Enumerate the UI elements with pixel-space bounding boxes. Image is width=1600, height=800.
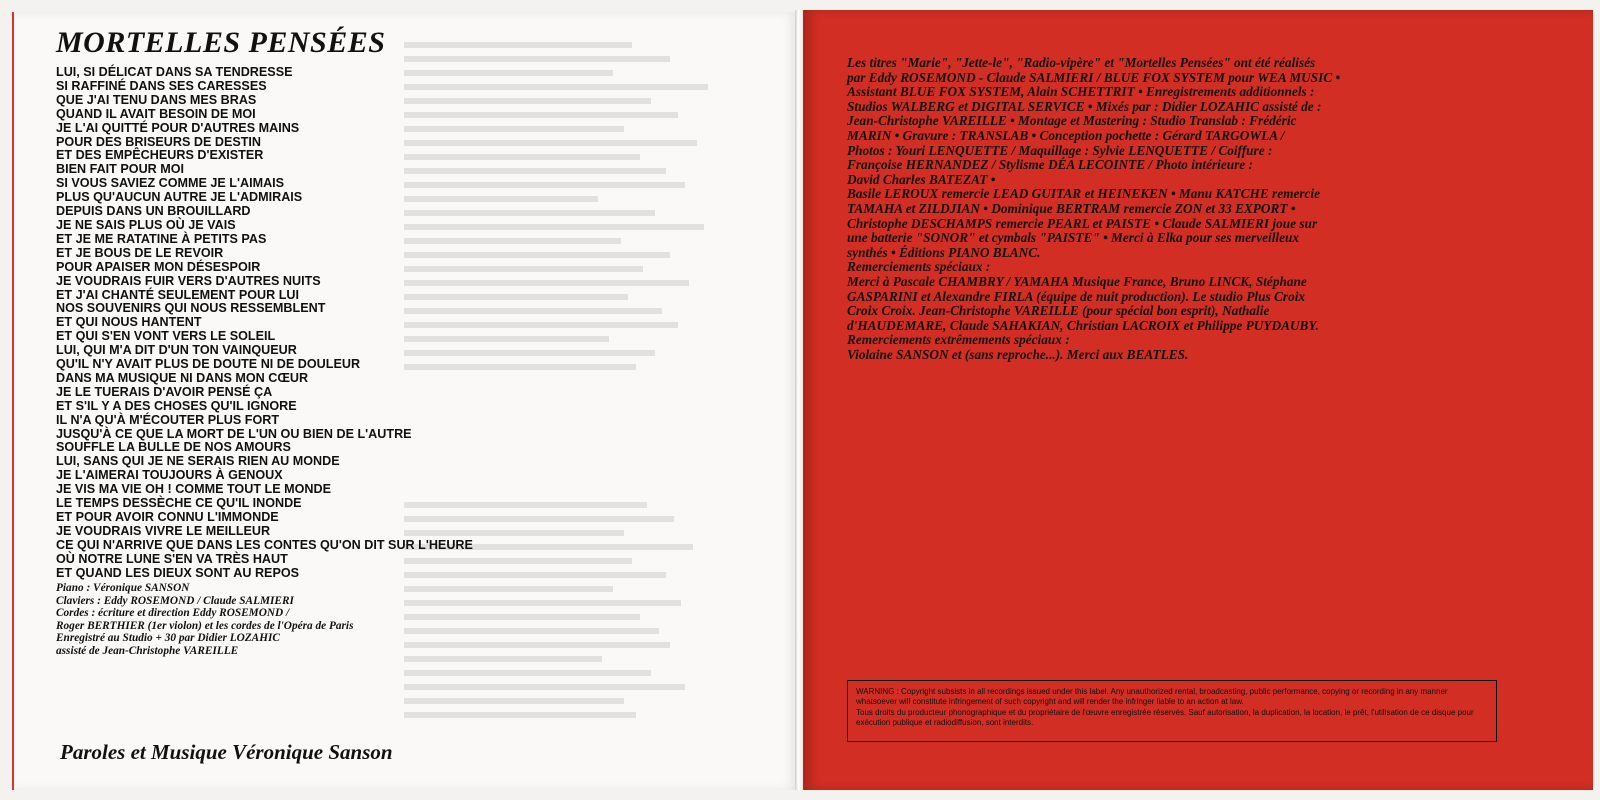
lyric-line: LUI, SANS QUI JE NE SERAIS RIEN AU MONDE xyxy=(56,454,340,469)
lyric-line: JE L'AI QUITTÉ POUR D'AUTRES MAINS xyxy=(56,120,300,135)
lyric-line: PLUS QU'AUCUN AUTRE JE L'ADMIRAIS xyxy=(56,190,303,205)
lyric-line: ET QUI NOUS HANTENT xyxy=(56,315,202,330)
lyric-line: ET J'AI CHANTÉ SEULEMENT POUR LUI xyxy=(56,287,299,302)
lyric-line: JE L'AIMERAI TOUJOURS À GENOUX xyxy=(56,468,283,483)
credit-line: Remerciements spéciaux : xyxy=(847,259,991,275)
credit-line: Remerciements extrêmements spéciaux : xyxy=(847,332,1070,348)
credit-line: Jean-Christophe VAREILLE • Montage et Mastering : Studio Translab : Frédéric xyxy=(847,113,1297,129)
album-credits xyxy=(847,56,1507,362)
lyric-line: SOUFFLE LA BULLE DE NOS AMOURS xyxy=(56,440,291,455)
lyric-line: ET S'IL Y A DES CHOSES QU'IL IGNORE xyxy=(56,398,297,413)
credit-line: Piano : Véronique SANSON xyxy=(56,582,190,594)
lyric-line: SI VOUS SAVIEZ COMME JE L'AIMAIS xyxy=(56,176,285,191)
credit-line: Les titres "Marie", "Jette-le", "Radio-vipère" et "Mortelles Pensées" ont été réalisés xyxy=(847,55,1316,70)
lyric-line: QUE J'AI TENU DANS MES BRAS xyxy=(56,92,257,107)
credit-line: une batterie "SONOR" et cymbals "PAISTE" • Merci à Elka pour ses merveilleux xyxy=(847,230,1300,246)
lyric-line: OÙ NOTRE LUNE S'EN VA TRÈS HAUT xyxy=(56,551,288,566)
lyric-line: BIEN FAIT POUR MOI xyxy=(56,162,185,177)
lyric-line: JE VIS MA VIE OH ! COMME TOUT LE MONDE xyxy=(56,482,331,497)
credits-page xyxy=(803,10,1593,790)
credit-line: Photos : Youri LENQUETTE / Maquillage : Sylvie LENQUETTE / Coiffure : xyxy=(847,142,1273,158)
credit-line: Christophe DESCHAMPS remercie PEARL et PAISTE • Claude SALMIERI joue sur xyxy=(847,215,1318,231)
lyric-line: ET JE BOUS DE LE REVOIR xyxy=(56,245,224,260)
lyric-line: POUR DES BRISEURS DE DESTIN xyxy=(56,134,262,149)
credit-line: Violaine SANSON et (sans reproche...). Merci aux BEATLES. xyxy=(847,346,1189,362)
credit-line: par Eddy ROSEMOND - Claude SALMIERI / BLUE FOX SYSTEM pour WEA MUSIC • xyxy=(847,69,1341,85)
lyric-line: SI RAFFINÉ DANS SES CARESSES xyxy=(56,78,267,93)
song-title: MORTELLES PENSÉES xyxy=(56,26,386,59)
lyric-line: QUAND IL AVAIT BESOIN DE MOI xyxy=(56,106,256,121)
credit-line: assisté de Jean-Christophe VAREILLE xyxy=(56,644,239,657)
copyright-warning xyxy=(847,680,1497,742)
lyric-line: JE LE TUERAIS D'AVOIR PENSÉ ÇA xyxy=(56,384,273,399)
lyric-line: LUI, QUI M'A DIT D'UN TON VAINQUEUR xyxy=(56,343,297,358)
lyric-line: IL N'A QU'À M'ÉCOUTER PLUS FORT xyxy=(56,412,280,427)
lyric-line: ET QUAND LES DIEUX SONT AU REPOS xyxy=(56,565,300,580)
lyric-line: JE VOUDRAIS FUIR VERS D'AUTRES NUITS xyxy=(56,273,321,288)
lyric-line: JE NE SAIS PLUS OÙ JE VAIS xyxy=(56,217,236,232)
lyric-line: LUI, SI DÉLICAT DANS SA TENDRESSE xyxy=(56,65,293,79)
credit-line: David Charles BATEZAT • xyxy=(847,171,996,187)
warning-english: WARNING : Copyright subsists in all recordings issued under this label. Any unauthorized rental, broadcasting, public performance, copying or recording in any manner whatsoever will constitute infringement of such copyright and will render the infringer liable to an action at law. xyxy=(856,687,1448,706)
credit-line: Merci à Pascale CHAMBRY / YAMAHA Musique France, Bruno LINCK, Stéphane xyxy=(847,273,1307,289)
credit-line: Basile LEROUX remercie LEAD GUITAR et HEINEKEN • Manu KATCHE remercie xyxy=(847,186,1321,202)
lyric-line: JE VOUDRAIS VIVRE LE MEILLEUR xyxy=(56,523,271,538)
credit-line: Claviers : Eddy ROSEMOND / Claude SALMIERI xyxy=(56,594,294,607)
booklet-fold xyxy=(795,10,803,790)
authors-line: Paroles et Musique Véronique Sanson xyxy=(60,740,393,764)
credit-line: Croix Croix. Jean-Christophe VAREILLE (pour spécial bon esprit), Nathalie xyxy=(847,303,1270,319)
lyric-line: QU'IL N'Y AVAIT PLUS DE DOUTE NI DE DOULEUR xyxy=(56,357,361,372)
credit-line: synthés • Éditions PIANO BLANC. xyxy=(847,244,1041,260)
credit-line: Roger BERTHIER (1er violon) et les cordes de l'Opéra de Paris xyxy=(56,619,354,632)
credit-line: Enregistré au Studio + 30 par Didier LOZAHIC xyxy=(56,632,280,645)
lyric-line: DANS MA MUSIQUE NI DANS MON CŒUR xyxy=(56,370,309,385)
credit-line: GASPARINI et Alexandre FIRLA (équipe de nuit production). Le studio Plus Croix xyxy=(847,288,1306,304)
lyric-line: NOS SOUVENIRS QUI NOUS RESSEMBLENT xyxy=(56,301,326,316)
warning-french: Tous droits du producteur phonographique et du propriétaire de l'œuvre enregistrée réservés. Sauf autorisation, la duplication, la location, le prêt, l'utilisation de ce disque pour exécution publique et radiodiffusion, sont interdits. xyxy=(856,708,1474,727)
lyrics-page xyxy=(12,12,797,790)
credit-line: Assistant BLUE FOX SYSTEM, Alain SCHETTRIT • Enregistrements additionnels : xyxy=(847,84,1315,100)
credit-line: TAMAHA et ZILDJIAN • Dominique BERTRAM remercie ZON et 33 EXPORT • xyxy=(847,200,1296,216)
lyric-line: DEPUIS DANS UN BROUILLARD xyxy=(56,204,251,219)
credit-line: MARIN • Gravure : TRANSLAB • Conception pochette : Gérard TARGOWLA / xyxy=(847,127,1285,143)
song-credits xyxy=(56,582,353,658)
lyric-line: ET JE ME RATATINE À PETITS PAS xyxy=(56,231,267,246)
lyric-line: JUSQU'À CE QUE LA MORT DE L'UN OU BIEN DE L'AUTRE xyxy=(56,426,412,441)
credit-line: Cordes : écriture et direction Eddy ROSEMOND / xyxy=(56,607,290,620)
lyric-line: LE TEMPS DESSÈCHE CE QU'IL INONDE xyxy=(56,496,302,511)
credit-line: d'HAUDEMARE, Claude SAHAKIAN, Christian LACROIX et Philippe PUYDAUBY. xyxy=(847,317,1319,333)
credit-line: Françoise HERNANDEZ / Stylisme DÉA LECOINTE / Photo intérieure : xyxy=(847,157,1253,173)
lyric-line: CE QUI N'ARRIVE QUE DANS LES CONTES QU'ON DIT SUR L'HEURE xyxy=(56,537,473,552)
lyrics-list xyxy=(56,66,473,581)
lyric-line: ET POUR AVOIR CONNU L'IMMONDE xyxy=(56,510,279,524)
credit-line: Studios WALBERG et DIGITAL SERVICE • Mixés par : Didier LOZAHIC assisté de : xyxy=(847,98,1322,114)
lyric-line: POUR APAISER MON DÉSESPOIR xyxy=(56,259,261,274)
lyric-line: ET DES EMPÊCHEURS D'EXISTER xyxy=(56,148,264,163)
lyric-line: ET QUI S'EN VONT VERS LE SOLEIL xyxy=(56,329,276,344)
